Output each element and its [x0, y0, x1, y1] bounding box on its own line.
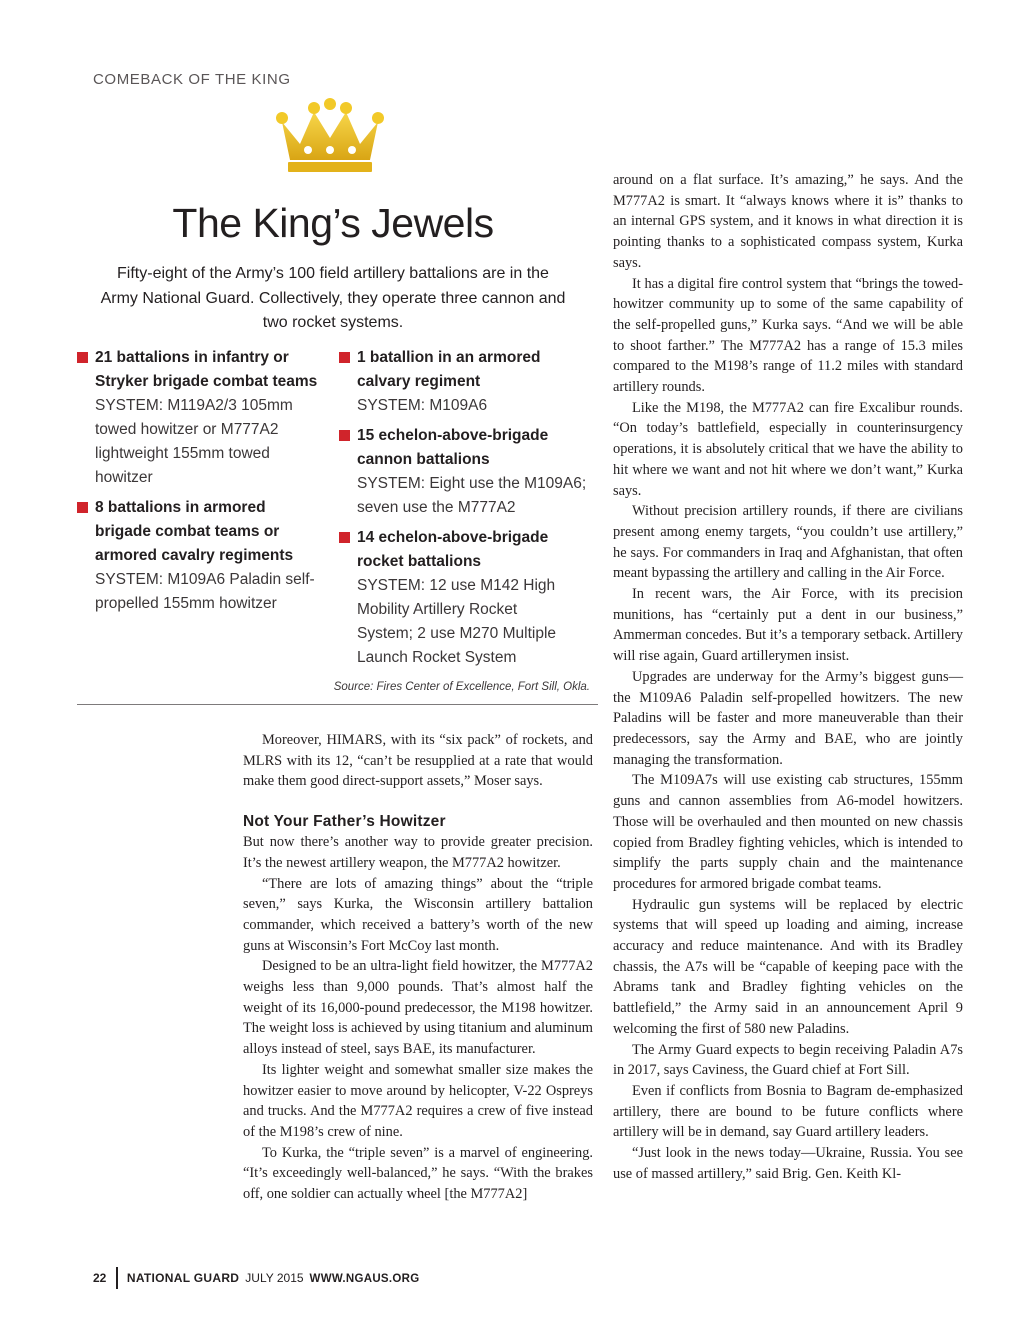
battalion-list-left	[77, 346, 327, 622]
list-item-heading: 8 battalions in armored brigade combat teams or armored cavalry regiments	[95, 499, 294, 564]
list-item-heading: 14 echelon-above-brigade rocket battalions	[357, 529, 549, 570]
list-item-system: SYSTEM: 12 use M142 High Mobility Artillery Rocket System; 2 use M270 Multiple Launch Rocket System	[357, 577, 557, 666]
article-paragraph: Designed to be an ultra-light field howitzer, the M777A2 weighs less than 9,000 pounds. That’s almost half the weight of its 16,000-pound predecessor, the M198 howitzer. The weight loss is achieved by using titanium and aluminum alloys instead of steel, says BAE, its manufacturer.	[243, 958, 593, 1058]
website-link[interactable]: WWW.NGAUS.ORG	[309, 1273, 420, 1286]
section-kicker: COMEBACK OF THE KING	[93, 71, 291, 88]
article-paragraph: around on a flat surface. It’s amazing,” he says. And the M777A2 is smart. It “always knows where it is” thanks to an internal GPS system, and it knows in what direction it is pointing thanks to a sophisticated compass system, Kurka says.	[613, 172, 963, 271]
article-paragraph: In recent wars, the Air Force, with its precision munitions, has “certainly put a dent in our business,” Ammerman concedes. But it’s a temporary setback. Artillery will rise again, Guard artillerymen insist.	[613, 586, 963, 665]
article-column-middle	[243, 730, 593, 1205]
article-paragraph: Upgrades are underway for the Army’s biggest guns—the M109A6 Paladin self-propelled howitzers. The new Paladins will be faster and more maneuverable than their predecessors, say the Army and BAE, who are jointly managing the transformation.	[613, 668, 963, 768]
article-column-right	[613, 170, 963, 1184]
bullet-square-icon	[77, 502, 88, 513]
article-paragraph: “There are lots of amazing things” about the “triple seven,” says Kurka, the Wisconsin artillery battalion commander, which received a battery’s worth of the new guns at Wisconsin’s Fort McCoy last month.	[243, 875, 593, 954]
bullet-square-icon	[77, 352, 88, 363]
list-item-heading: 15 echelon-above-brigade cannon battalions	[357, 427, 549, 468]
list-item	[77, 496, 327, 616]
article-paragraph: Without precision artillery rounds, if there are civilians present among enemy targets, “you couldn’t use artillery,” he says. For commanders in Iraq and Afghanistan, that often meant bypassing the artillery and calling in the Air Force.	[613, 503, 963, 582]
list-item	[339, 526, 599, 670]
list-item-system: SYSTEM: M119A2/3 105mm towed howitzer or M777A2 lightweight 155mm towed howitzer	[95, 397, 293, 486]
article-paragraph: But now there’s another way to provide greater precision. It’s the newest artillery weapon, the M777A2 howitzer.	[243, 834, 593, 871]
magazine-name: NATIONAL GUARD	[126, 1271, 240, 1286]
bullet-square-icon	[339, 430, 350, 441]
list-item-system: SYSTEM: Eight use the M109A6; seven use the M777A2	[357, 475, 587, 516]
sidebar-intro: Fifty-eight of the Army’s 100 field artillery battalions are in the Army National Guard. Collectively, they operate three cannon and two rocket systems.	[100, 265, 566, 331]
battalion-list-right	[339, 346, 599, 676]
section-divider	[77, 704, 598, 705]
list-item	[77, 346, 327, 490]
issue-date: JULY 2015	[245, 1271, 304, 1286]
sidebar-title: The King’s Jewels	[172, 200, 494, 246]
article-paragraph: The M109A7s will use existing cab structures, 155mm guns and cannon assemblies from A6-model howitzers. Those will be overhauled and then mounted on new chassis copied from Bradley fighting vehicles, which is intended to simplify the parts supply chain and the maintenance procedures for armored brigade combat teams.	[613, 772, 963, 892]
list-item-heading: 1 batallion in an armored calvary regiment	[357, 349, 541, 390]
list-item	[339, 424, 599, 520]
list-item-heading: 21 battalions in infantry or Stryker brigade combat teams	[95, 349, 318, 390]
article-paragraph: Moreover, HIMARS, with its “six pack” of rockets, and MLRS with its 12, “can’t be resupplied at a rate that would make them good direct-support assets,” Moser says.	[243, 732, 593, 790]
article-paragraph: “Just look in the news today—Ukraine, Russia. You see use of massed artillery,” said Brig. Gen. Keith Kl-	[613, 1145, 963, 1182]
article-paragraph: To Kurka, the “triple seven” is a marvel of engineering. “It’s exceedingly well-balanced,” he says. “With the brakes off, one soldier can actually wheel [the M777A2]	[243, 1144, 593, 1203]
article-paragraph: It has a digital fire control system that “brings the towed-howitzer community up to some of the same capability of the self-propelled guns,” Kurka says. “And we will be able to shoot farther.” The M777A2 has a range of 15.3 miles compared to the M198’s range of 11.2 miles with standard artillery rounds.	[613, 275, 963, 396]
article-paragraph: Even if conflicts from Bosnia to Bagram de-emphasized artillery, there are bound to be future conflicts where artillery will be in demand, say Guard artillery leaders.	[613, 1082, 963, 1141]
list-item-system: SYSTEM: M109A6	[357, 397, 488, 414]
crown-icon	[272, 98, 388, 174]
source-credit: Source: Fires Center of Excellence, Fort Sill, Okla.	[333, 681, 590, 693]
article-subhead: Not Your Father’s Howitzer	[243, 813, 446, 831]
page-number: 22	[93, 1271, 107, 1286]
article-paragraph: Its lighter weight and somewhat smaller size makes the howitzer easier to move around by helicopter, V-22 Ospreys and trucks. And the M777A2 requires a crew of five instead of the M198’s crew of nine.	[243, 1061, 593, 1140]
footer-divider	[116, 1267, 118, 1289]
bullet-square-icon	[339, 352, 350, 363]
list-item	[339, 346, 599, 418]
article-paragraph: Like the M198, the M777A2 can fire Excalibur rounds. “On today’s battlefield, especially in counterinsurgency operations, it is absolutely critical that we have the ability to hit where we want and not hit where we don’t want,” Kurka says.	[613, 399, 963, 499]
article-paragraph: Hydraulic gun systems will be replaced by electric systems that will speed up loading and aiming, increase accuracy and reduce maintenance. And with its Bradley chassis, the A7s will be “capable of keeping pace with the Abrams tank and Bradley fighting vehicles on the battlefield,” the Army said in an announcement April 9 welcoming the first of 580 new Paladins.	[613, 896, 963, 1037]
bullet-square-icon	[339, 532, 350, 543]
page-footer	[93, 1268, 420, 1290]
article-paragraph: The Army Guard expects to begin receiving Paladin A7s in 2017, says Caviness, the Guard chief at Fort Sill.	[613, 1041, 963, 1079]
list-item-system: SYSTEM: M109A6 Paladin self- propelled 155mm howitzer	[95, 571, 315, 612]
